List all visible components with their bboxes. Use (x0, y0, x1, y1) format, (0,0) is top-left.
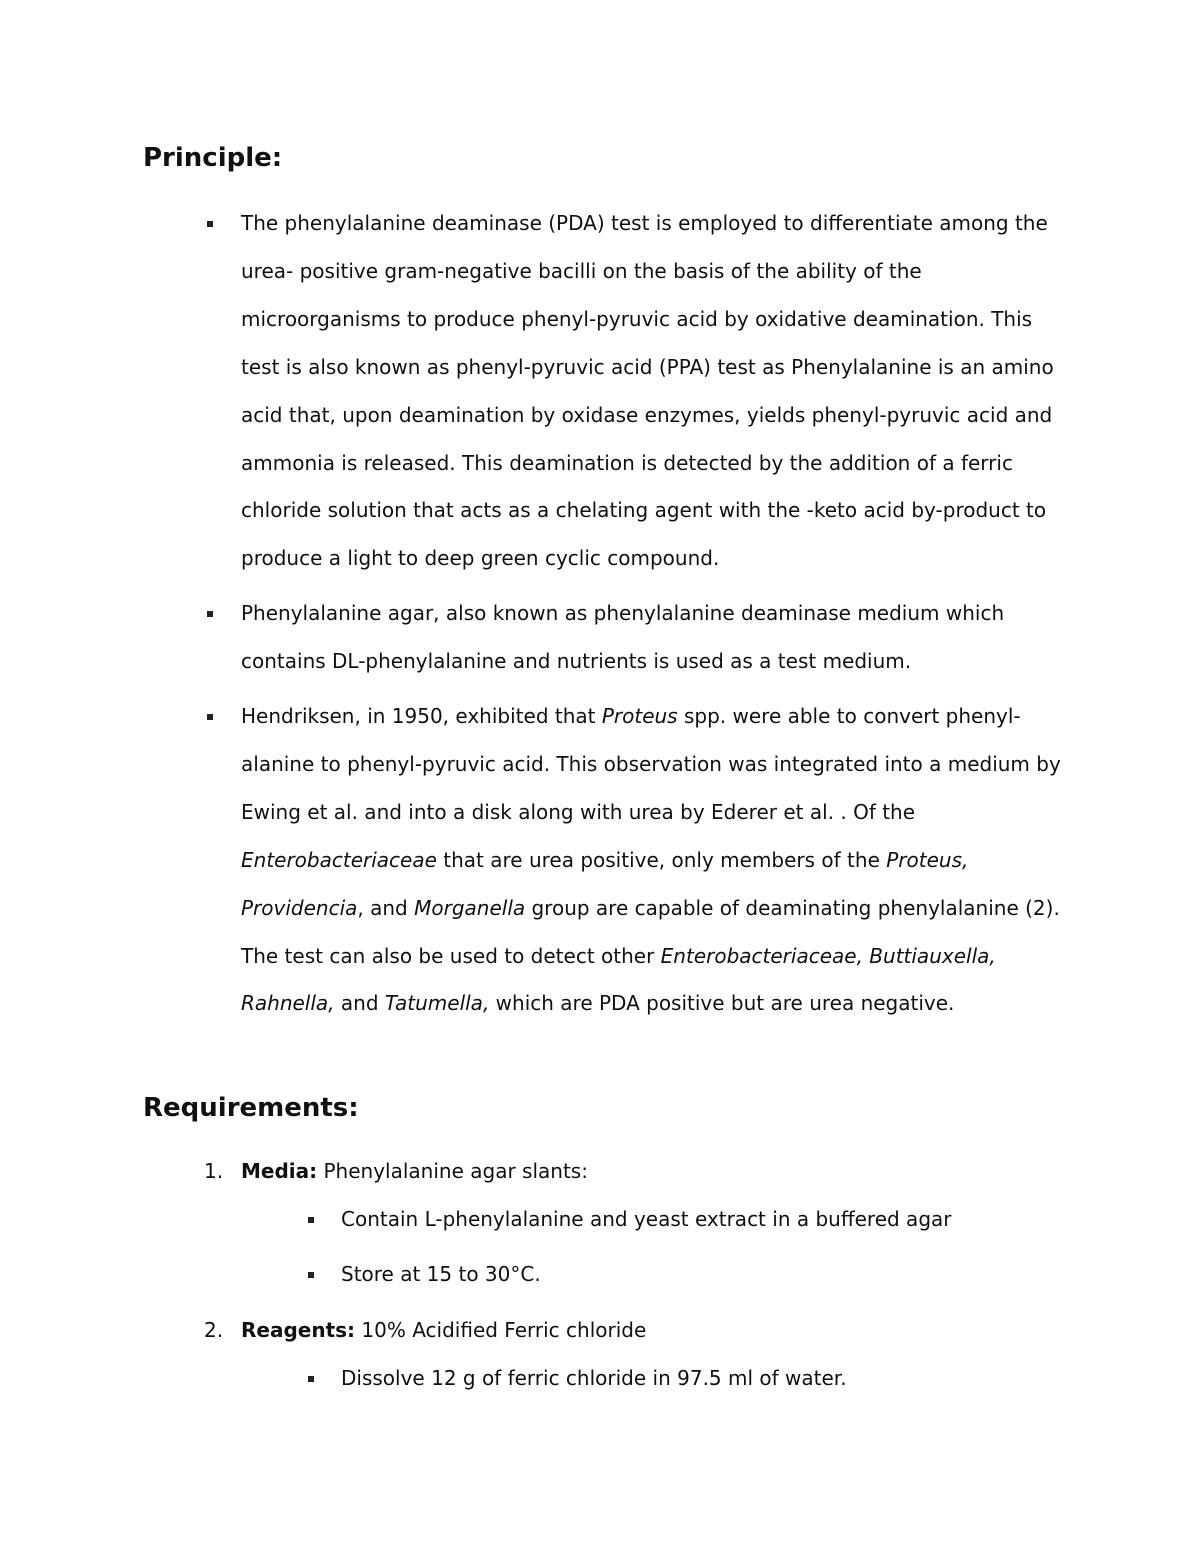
italic-genus-providencia: Providencia (241, 895, 358, 920)
sub-bullet-marker (308, 1272, 314, 1278)
text-run: and (334, 991, 385, 1016)
italic-family-enterobacteriaceae: Enterobacteriaceae (241, 847, 437, 872)
media-subitem-2: Store at 15 to 30°C. (341, 1262, 541, 1286)
list-number-2: 2. (204, 1318, 224, 1342)
item-label: Media: (241, 1159, 318, 1183)
requirements-heading: Requirements: (143, 1093, 359, 1123)
principle-bullet-2: Phenylalanine agar, also known as phenylalanine deaminase medium which contains DL-phenylalanine and nutrients is used as a test medium. (241, 601, 1005, 673)
requirement-item-reagents (241, 1317, 646, 1343)
italic-genus-proteus: Proteus (601, 704, 678, 728)
italic-genus-proteus-2: Proteus, (886, 847, 969, 872)
item-text: 10% Acidified Ferric chloride (355, 1318, 647, 1342)
text-run: Hendriksen, in 1950, exhibited that (241, 704, 602, 728)
bullet-marker-2 (207, 611, 213, 617)
text-run: which are PDA positive but are urea negative. (489, 991, 955, 1016)
item-label: Reagents: (241, 1318, 356, 1342)
bullet-marker-3 (207, 714, 213, 720)
sub-bullet-marker (308, 1217, 314, 1223)
text-run: , and (357, 895, 415, 920)
principle-heading: Principle: (143, 143, 283, 173)
sub-bullet-marker (308, 1376, 314, 1382)
principle-bullet-1: The phenylalanine deaminase (PDA) test is employed to differentiate among the urea- positive gram-negative bacilli on the basis of the ability of the microorganisms to produce phenyl-pyruvic acid by oxidative deamination. This test is also known as phenyl-pyruvic acid (PPA) test as Phenylalanine is an amino acid that, upon deamination by oxidase enzymes, yields phenyl-pyruvic acid and ammonia is released. This deamination is detected by the addition of a ferric chloride solution that acts as a chelating agent with the -keto acid by-product to produce a light to deep green cyclic compound. (241, 211, 1054, 571)
reagents-subitem-1: Dissolve 12 g of ferric chloride in 97.5 ml of water. (341, 1366, 847, 1390)
italic-family-enterobacteriaceae-2: Enterobacteriaceae, (660, 943, 863, 968)
requirement-item-media (241, 1158, 588, 1184)
text-run: spp. were able to convert phenyl-alanine to phenyl-pyruvic acid. This observation was integrated into a medium by Ewing et al. and into a disk along with urea by Ederer et al. . Of the (241, 704, 1061, 824)
bullet-marker-1 (207, 221, 213, 227)
italic-genus-tatumella: Tatumella, (384, 991, 490, 1016)
item-text: Phenylalanine agar slants: (317, 1159, 588, 1183)
text-run: that are urea positive, only members of the (436, 847, 887, 872)
text-run: group are capable of deaminating phenylalanine (2). The test can also be used to detect other (241, 895, 1060, 968)
list-number-1: 1. (204, 1159, 224, 1183)
principle-bullet-3 (241, 693, 1071, 1028)
media-subitem-1: Contain L-phenylalanine and yeast extract in a buffered agar (341, 1207, 952, 1231)
italic-genus-morganella: Morganella (414, 895, 526, 920)
italic-genera-buttiauxella-rahnella: Buttiauxella, Rahnella, (241, 943, 996, 1016)
